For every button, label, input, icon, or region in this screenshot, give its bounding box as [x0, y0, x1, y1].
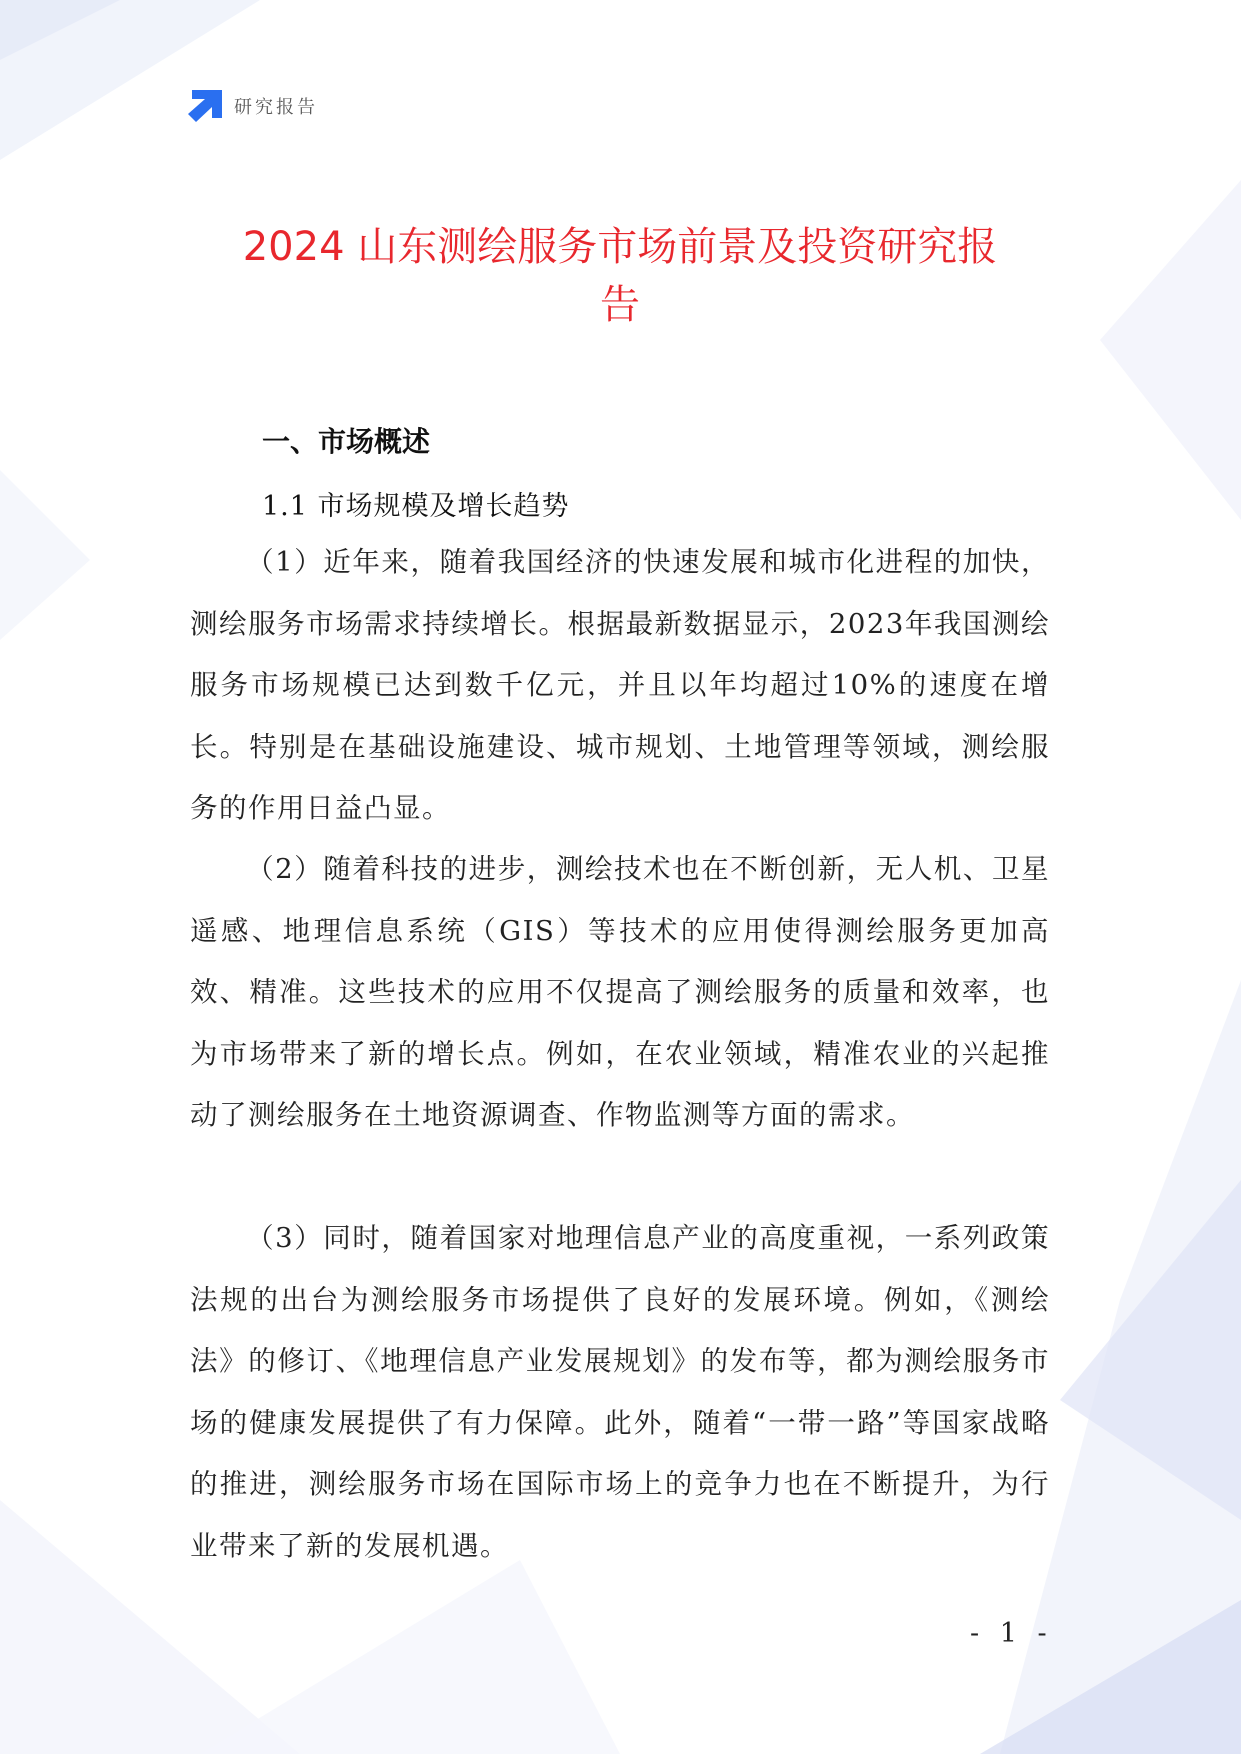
paragraph-1-text: （1）近年来，随着我国经济的快速发展和城市化进程的加快，测绘服务市场需求持续增长。根据最新数据显示，2023年我国测绘服务市场规模已达到数千亿元，并且以年均超过10%的速度在增长。特别是在基础设施建设、城市规划、土地管理等领域，测绘服务的作用日益凸显。: [190, 546, 1050, 824]
header-label: 研究报告: [234, 97, 318, 118]
section-heading: 一、市场概述: [262, 425, 431, 458]
document-title: [150, 218, 1090, 334]
title-line-1: 2024 山东测绘服务市场前景及投资研究报: [242, 224, 998, 270]
paragraph-3: [190, 1208, 1050, 1577]
paragraph-2-text: （2）随着科技的进步，测绘技术也在不断创新，无人机、卫星遥感、地理信息系统（GIS）等技术的应用使得测绘服务更加高效、精准。这些技术的应用不仅提高了测绘服务的质量和效率，也为市场带来了新的增长点。例如，在农业领域，精准农业的兴起推动了测绘服务在土地资源调查、作物监测等方面的需求。: [190, 853, 1050, 1131]
report-header: [188, 88, 318, 124]
paragraph-3-text: （3）同时，随着国家对地理信息产业的高度重视，一系列政策法规的出台为测绘服务市场提供了良好的发展环境。例如，《测绘法》的修订、《地理信息产业发展规划》的发布等，都为测绘服务市场的健康发展提供了有力保障。此外，随着“一带一路”等国家战略的推进，测绘服务市场在国际市场上的竞争力也在不断提升，为行业带来了新的发展机遇。: [190, 1222, 1050, 1562]
page-number: - 1 -: [970, 1618, 1053, 1649]
arrow-up-right-icon: [188, 90, 222, 122]
paragraph-1: [190, 532, 1050, 840]
title-line-2: 告: [600, 282, 640, 328]
subsection-heading: 1.1 市场规模及增长趋势: [262, 491, 570, 522]
paragraph-2: [190, 839, 1050, 1147]
